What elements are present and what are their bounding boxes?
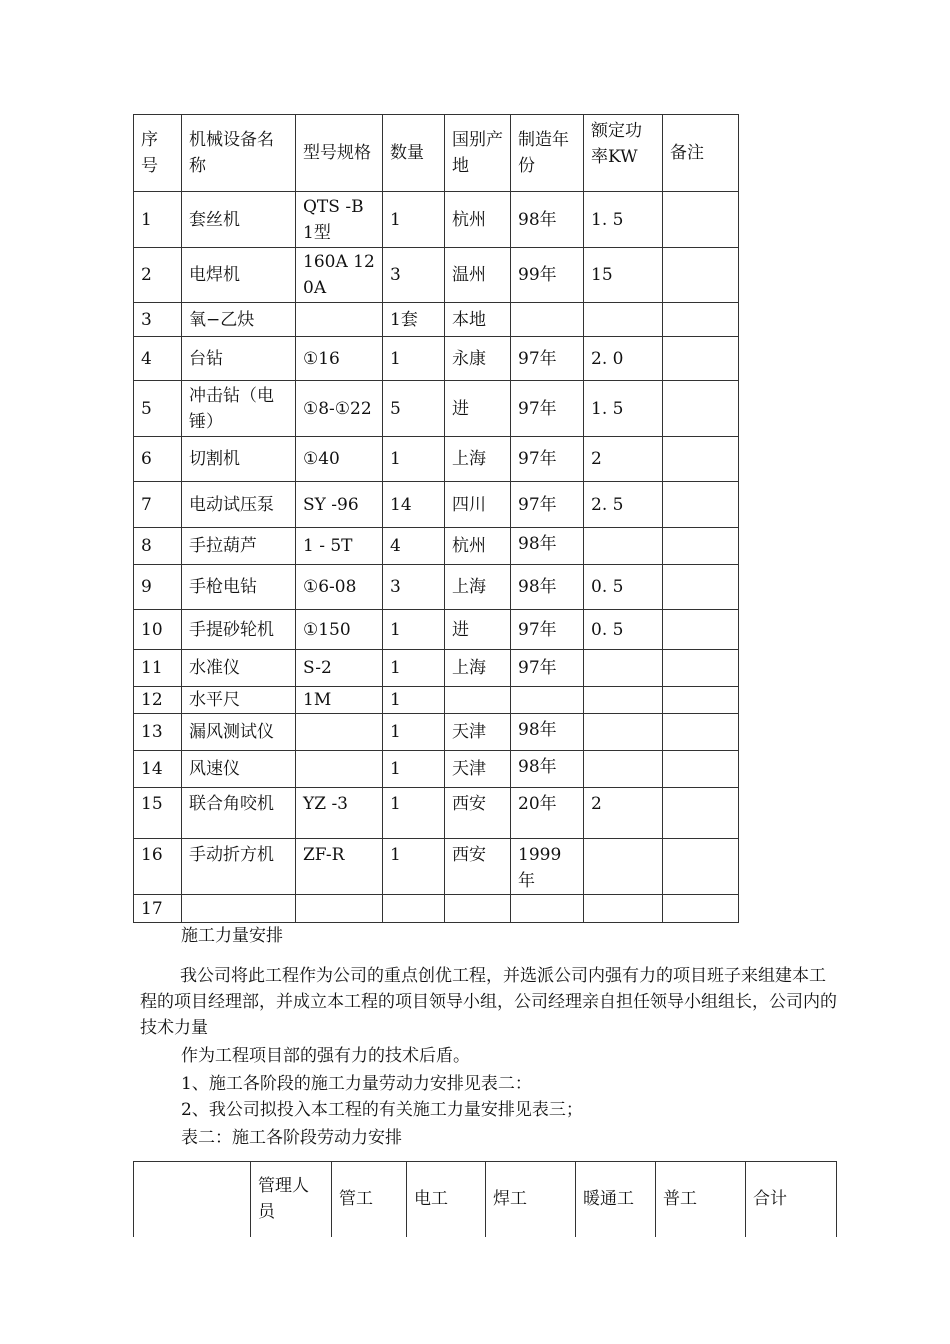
header-cell: 管工: [332, 1162, 407, 1237]
table-cell: [584, 751, 663, 788]
table-cell: 联合角咬机: [182, 788, 296, 839]
table-cell: ①8-①22: [296, 381, 383, 437]
table-cell: ①6-08: [296, 565, 383, 610]
table-cell: 10: [134, 610, 182, 650]
table-cell: 温州: [445, 248, 511, 303]
table-row: [134, 528, 739, 565]
table-cell: 16: [134, 839, 182, 895]
table-cell: 12: [134, 687, 182, 714]
table-cell: 97年: [511, 610, 584, 650]
table-cell: 上海: [445, 565, 511, 610]
table-cell: [511, 687, 584, 714]
table-cell: 98年: [511, 192, 584, 248]
table-row: [134, 565, 739, 610]
table-cell: 杭州: [445, 528, 511, 565]
table-cell: 1: [383, 788, 445, 839]
table-row: [134, 839, 739, 895]
section-heading: 施工力量安排: [181, 926, 283, 946]
header-cell: 电工: [407, 1162, 486, 1237]
table-cell: 电动试压泵: [182, 482, 296, 528]
table-cell: [584, 895, 663, 923]
table-cell: [445, 687, 511, 714]
table-cell: 97年: [511, 381, 584, 437]
table-cell: 天津: [445, 714, 511, 751]
table-cell: 冲击钻（电锤）: [182, 381, 296, 437]
table-cell: [663, 482, 739, 528]
header-cell: 管理人员: [251, 1162, 332, 1237]
table-row: [134, 482, 739, 528]
table-cell: 天津: [445, 751, 511, 788]
table-cell: 1: [383, 192, 445, 248]
table-cell: YZ -3: [296, 788, 383, 839]
table-cell: 1: [134, 192, 182, 248]
table-cell: SY -96: [296, 482, 383, 528]
table-cell: [663, 248, 739, 303]
table-cell: 3: [134, 303, 182, 337]
header-cell: 焊工: [486, 1162, 576, 1237]
table-cell: QTS -B 1型: [296, 192, 383, 248]
table-cell: 6: [134, 437, 182, 482]
table-cell: 进: [445, 610, 511, 650]
table-cell: 水平尺: [182, 687, 296, 714]
table-cell: 手枪电钻: [182, 565, 296, 610]
table-cell: 1: [383, 751, 445, 788]
table-cell: 98年: [511, 565, 584, 610]
table-cell: ①150: [296, 610, 383, 650]
table-cell: 水准仪: [182, 650, 296, 687]
table-cell: 四川: [445, 482, 511, 528]
table-cell: 上海: [445, 650, 511, 687]
table-cell: [663, 303, 739, 337]
table-cell: [584, 303, 663, 337]
table-cell: ①40: [296, 437, 383, 482]
header-cell: 制造年份: [511, 115, 584, 192]
table-cell: [663, 687, 739, 714]
table-row: [134, 610, 739, 650]
table-cell: [663, 437, 739, 482]
table-cell: 2. 5: [584, 482, 663, 528]
table-row: [134, 437, 739, 482]
header-cell: 普工: [656, 1162, 746, 1237]
table-cell: [445, 895, 511, 923]
table-cell: 14: [134, 751, 182, 788]
table-cell: [663, 528, 739, 565]
table-cell: 电焊机: [182, 248, 296, 303]
table-cell: 0. 5: [584, 565, 663, 610]
table-row: [134, 381, 739, 437]
table-cell: 3: [383, 248, 445, 303]
table-row: [134, 337, 739, 381]
table-header-row: [134, 115, 739, 192]
table-row: [134, 714, 739, 751]
table-cell: ①16: [296, 337, 383, 381]
table-cell: 8: [134, 528, 182, 565]
table-row: [134, 248, 739, 303]
table-cell: [663, 565, 739, 610]
table-cell: 3: [383, 565, 445, 610]
table-cell: 西安: [445, 839, 511, 895]
table-cell: [511, 303, 584, 337]
table-cell: 1. 5: [584, 192, 663, 248]
table-cell: S-2: [296, 650, 383, 687]
table-cell: [511, 895, 584, 923]
table-cell: [663, 650, 739, 687]
list-item-2: 2、我公司拟投入本工程的有关施工力量安排见表三；: [181, 1100, 583, 1120]
labor-header-row: [134, 1162, 837, 1237]
table-cell: 2: [584, 788, 663, 839]
table-cell: 97年: [511, 337, 584, 381]
table-cell: 2: [584, 437, 663, 482]
table-cell: [663, 337, 739, 381]
table-cell: [663, 192, 739, 248]
table-cell: 西安: [445, 788, 511, 839]
table-cell: [663, 714, 739, 751]
header-cell: 数量: [383, 115, 445, 192]
table-cell: 98年: [511, 528, 584, 565]
table-cell: 1: [383, 437, 445, 482]
header-cell: 序号: [134, 115, 182, 192]
table-cell: 15: [134, 788, 182, 839]
table-cell: 1. 5: [584, 381, 663, 437]
table-cell: 14: [383, 482, 445, 528]
table-cell: [584, 839, 663, 895]
table-cell: 1: [383, 687, 445, 714]
equipment-table-body: [134, 192, 739, 923]
intro-paragraph: 我公司将此工程作为公司的重点创优工程，并选派公司内强有力的项目班子来组建本工程的项目经理部，并成立本工程的项目领导小组，公司经理亲自担任领导小组组长，公司内的技术力量: [140, 966, 837, 1038]
table-cell: [383, 895, 445, 923]
table-cell: 11: [134, 650, 182, 687]
table2-caption: 表二：施工各阶段劳动力安排: [181, 1128, 402, 1148]
table-cell: [584, 528, 663, 565]
table-cell: 5: [383, 381, 445, 437]
table-cell: 套丝机: [182, 192, 296, 248]
table-cell: 20年: [511, 788, 584, 839]
header-cell: [134, 1162, 251, 1237]
table-row: [134, 650, 739, 687]
table-cell: 13: [134, 714, 182, 751]
header-cell: 型号规格: [296, 115, 383, 192]
table-cell: 上海: [445, 437, 511, 482]
table-cell: 1: [383, 610, 445, 650]
list-item-1: 1、施工各阶段的施工力量劳动力安排见表二：: [181, 1074, 532, 1094]
table-cell: 1套: [383, 303, 445, 337]
table-cell: 氧−乙炔: [182, 303, 296, 337]
table-cell: 手拉葫芦: [182, 528, 296, 565]
header-cell: 机械设备名称: [182, 115, 296, 192]
table-cell: 15: [584, 248, 663, 303]
table-cell: 4: [134, 337, 182, 381]
table-cell: 5: [134, 381, 182, 437]
table-cell: 97年: [511, 482, 584, 528]
table-cell: 17: [134, 895, 182, 923]
table-cell: 进: [445, 381, 511, 437]
table-cell: ZF-R: [296, 839, 383, 895]
table-cell: 台钻: [182, 337, 296, 381]
table-cell: [584, 687, 663, 714]
table-cell: [663, 839, 739, 895]
table-cell: 1M: [296, 687, 383, 714]
table-cell: 97年: [511, 650, 584, 687]
table-cell: 2: [134, 248, 182, 303]
table-cell: [663, 895, 739, 923]
table-cell: 手动折方机: [182, 839, 296, 895]
table-cell: 杭州: [445, 192, 511, 248]
equipment-table: [133, 114, 739, 923]
intro-continuation: 作为工程项目部的强有力的技术后盾。: [181, 1046, 470, 1066]
table-cell: 1999年: [511, 839, 584, 895]
table-row: [134, 192, 739, 248]
table-cell: 1: [383, 839, 445, 895]
table-cell: 4: [383, 528, 445, 565]
table-cell: [584, 714, 663, 751]
table-cell: [296, 895, 383, 923]
table-cell: 99年: [511, 248, 584, 303]
table-cell: 永康: [445, 337, 511, 381]
table-cell: [584, 650, 663, 687]
table-cell: 风速仪: [182, 751, 296, 788]
table-cell: [663, 610, 739, 650]
table-cell: 98年: [511, 751, 584, 788]
table-cell: 98年: [511, 714, 584, 751]
table-row: [134, 687, 739, 714]
header-cell: 备注: [663, 115, 739, 192]
table-row: [134, 303, 739, 337]
header-cell: 额定功率KW: [584, 115, 663, 192]
table-cell: 本地: [445, 303, 511, 337]
table-row: [134, 751, 739, 788]
table-cell: 97年: [511, 437, 584, 482]
header-cell: 合计: [746, 1162, 837, 1237]
table-cell: 1 - 5T: [296, 528, 383, 565]
header-cell: 暖通工: [576, 1162, 656, 1237]
table-cell: 160A 120A: [296, 248, 383, 303]
table-row: [134, 788, 739, 839]
table-cell: 切割机: [182, 437, 296, 482]
table-cell: [663, 751, 739, 788]
labor-table: [133, 1161, 837, 1237]
table-cell: [296, 303, 383, 337]
table-cell: 7: [134, 482, 182, 528]
table-cell: 0. 5: [584, 610, 663, 650]
table-cell: 2. 0: [584, 337, 663, 381]
table-row: [134, 895, 739, 923]
table-cell: 9: [134, 565, 182, 610]
table-cell: [663, 381, 739, 437]
table-cell: [296, 714, 383, 751]
table-cell: 漏风测试仪: [182, 714, 296, 751]
table-cell: [296, 751, 383, 788]
table-cell: 手提砂轮机: [182, 610, 296, 650]
table-cell: 1: [383, 714, 445, 751]
table-cell: [182, 895, 296, 923]
table-cell: 1: [383, 650, 445, 687]
header-cell: 国别产地: [445, 115, 511, 192]
table-cell: [663, 788, 739, 839]
table-cell: 1: [383, 337, 445, 381]
